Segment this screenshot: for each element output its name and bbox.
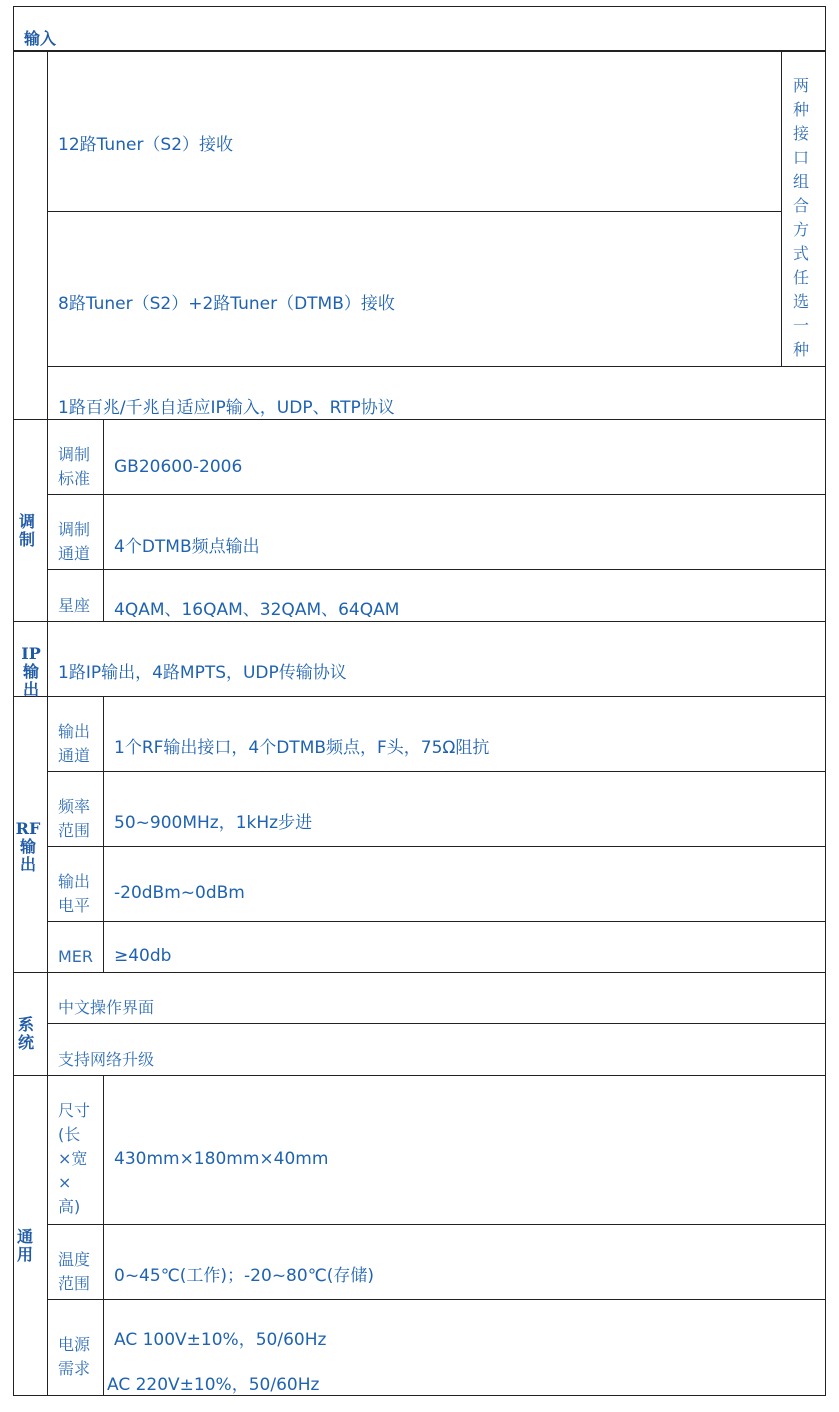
modulation-label-channel: 调制 通道 xyxy=(58,520,91,563)
section-title-rf-output: RF 输 出 xyxy=(15,819,41,874)
modulation-label-standard: 调制 标准 xyxy=(58,445,91,488)
ip-output-value: 1路IP输出，4路MPTS，UDP传输协议 xyxy=(58,663,347,683)
modulation-value-standard: GB20600-2006 xyxy=(114,457,243,477)
modulation-value-channel: 4个DTMB频点输出 xyxy=(114,537,260,557)
general-value-temperature: 0~45℃(工作)；-20~80℃(存储) xyxy=(114,1266,375,1286)
modulation-value-constellation: 4QAM、16QAM、32QAM、64QAM xyxy=(114,600,400,620)
general-value-power-220v: AC 220V±10%，50/60Hz xyxy=(107,1375,320,1395)
general-label-temperature: 温度 范围 xyxy=(58,1250,91,1293)
general-label-dimensions: 尺寸 (长 ×宽 × 高) xyxy=(58,1101,91,1216)
input-tuner8: 8路Tuner（S2）+2路Tuner（DTMB）接收 xyxy=(58,294,395,314)
table-border-top xyxy=(13,6,826,7)
general-label-power: 电源 需求 xyxy=(58,1335,91,1378)
rf-label-level: 输出 电平 xyxy=(58,872,91,915)
table-border-left xyxy=(13,6,14,1396)
rf-value-channel: 1个RF输出接口，4个DTMB频点，F头，75Ω阻抗 xyxy=(114,738,490,758)
rf-label-channel: 输出 通道 xyxy=(58,722,91,765)
section-title-ip-output: IP 输 出 xyxy=(21,644,41,699)
input-note: 两 种 接 口 组 合 方 式 任 选 一 种 xyxy=(792,76,809,359)
rf-label-frequency: 频率 范围 xyxy=(58,797,91,840)
section-title-system: 系 统 xyxy=(18,1015,35,1052)
input-ip: 1路百兆/千兆自适应IP输入，UDP、RTP协议 xyxy=(58,398,395,418)
table-border-right xyxy=(825,6,826,1396)
system-network-upgrade: 支持网络升级 xyxy=(58,1050,155,1069)
rf-value-level: -20dBm~0dBm xyxy=(114,883,245,903)
rf-value-mer: ≥40db xyxy=(114,946,172,966)
table-border-bottom xyxy=(13,1395,826,1396)
section-title-modulation: 调 制 xyxy=(19,512,36,549)
modulation-label-constellation: 星座 xyxy=(58,596,91,615)
input-tuner12: 12路Tuner（S2）接收 xyxy=(58,135,234,155)
rf-label-mer: MER xyxy=(58,947,94,966)
general-value-power-100v: AC 100V±10%，50/60Hz xyxy=(114,1330,327,1350)
rf-value-frequency: 50~900MHz，1kHz步进 xyxy=(114,813,313,833)
system-ui-language: 中文操作界面 xyxy=(58,998,155,1017)
section-title-general: 通 用 xyxy=(17,1227,34,1264)
general-value-dimensions: 430mm×180mm×40mm xyxy=(114,1149,329,1169)
section-title-input: 输入 xyxy=(24,29,57,48)
